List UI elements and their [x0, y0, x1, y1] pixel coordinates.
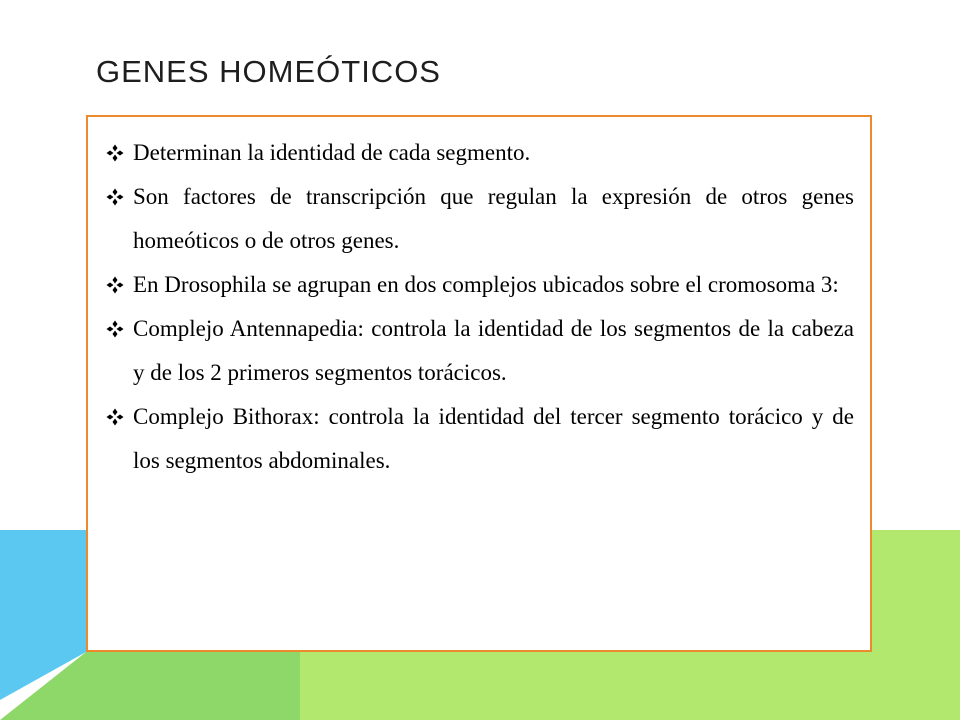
bullet-text: En Drosophila se agrupan en dos complejos ubicados sobre el cromosoma 3: — [133, 272, 839, 297]
diamond-bullet-icon — [104, 395, 126, 439]
bullet-text: Son factores de transcripción que regulan la expresión de otros genes homeóticos o de otros genes. — [133, 184, 854, 253]
bullet-item — [104, 395, 854, 483]
diamond-bullet-icon — [104, 175, 126, 219]
bullet-item — [104, 263, 854, 307]
bullet-item — [104, 175, 854, 263]
bullet-item — [104, 131, 854, 175]
bullet-text: Determinan la identidad de cada segmento. — [133, 140, 531, 165]
bullet-item — [104, 307, 854, 395]
diamond-bullet-icon — [104, 263, 126, 307]
diamond-bullet-icon — [104, 131, 126, 175]
diamond-bullet-icon — [104, 307, 126, 351]
bullet-text: Complejo Bithorax: controla la identidad del tercer segmento torácico y de los segmentos abdominales. — [133, 404, 854, 473]
bullet-list — [104, 131, 854, 483]
bullet-text: Complejo Antennapedia: controla la identidad de los segmentos de la cabeza y de los 2 primeros segmentos torácicos. — [133, 316, 854, 385]
slide-title: GENES HOMEÓTICOS — [96, 54, 441, 89]
content-box — [86, 115, 872, 652]
